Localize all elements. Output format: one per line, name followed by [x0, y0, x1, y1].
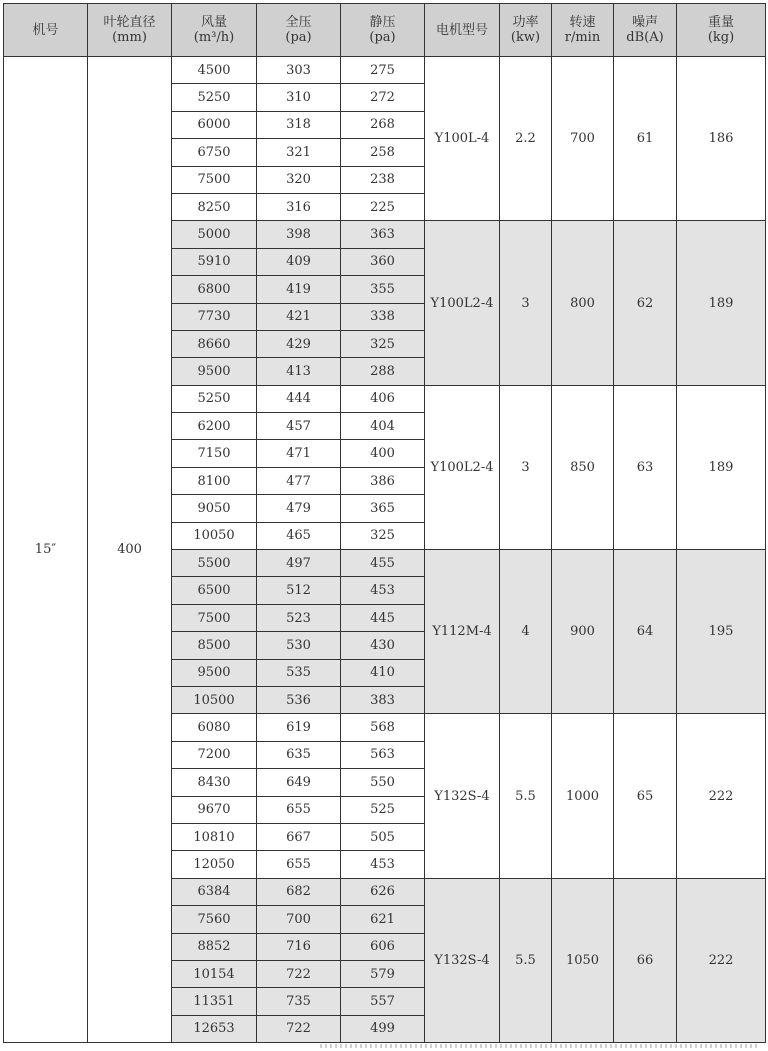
airflow-cell: 6080 [172, 714, 257, 741]
airflow-cell: 5500 [172, 550, 257, 577]
noise-cell: 66 [614, 878, 677, 1042]
total-pressure-cell: 419 [257, 276, 341, 303]
static-pressure-cell: 410 [341, 659, 425, 686]
airflow-cell: 7150 [172, 440, 257, 467]
total-pressure-cell: 716 [257, 933, 341, 960]
header-unit: (pa) [369, 30, 396, 45]
power-cell: 3 [500, 385, 552, 549]
header-power [500, 4, 552, 57]
weight-cell: 189 [677, 221, 766, 385]
total-pressure-cell: 700 [257, 906, 341, 933]
airflow-cell: 6200 [172, 413, 257, 440]
speed-cell: 1050 [552, 878, 614, 1042]
static-pressure-cell: 288 [341, 358, 425, 385]
header-machine-no [4, 4, 88, 57]
speed-cell: 700 [552, 57, 614, 221]
header-weight [677, 4, 766, 57]
total-pressure-cell: 635 [257, 741, 341, 768]
airflow-cell: 7730 [172, 303, 257, 330]
noise-cell: 63 [614, 385, 677, 549]
total-pressure-cell: 321 [257, 139, 341, 166]
speed-cell: 1000 [552, 714, 614, 878]
airflow-cell: 12653 [172, 1015, 257, 1042]
total-pressure-cell: 413 [257, 358, 341, 385]
motor-model-cell: Y112M-4 [425, 550, 500, 714]
airflow-cell: 8660 [172, 330, 257, 357]
static-pressure-cell: 386 [341, 467, 425, 494]
airflow-cell: 5910 [172, 248, 257, 275]
noise-cell: 64 [614, 550, 677, 714]
impeller-diameter-cell: 400 [88, 57, 172, 1043]
header-label: 全压 [285, 15, 312, 30]
static-pressure-cell: 272 [341, 84, 425, 111]
header-row [4, 4, 766, 57]
weight-cell: 189 [677, 385, 766, 549]
total-pressure-cell: 497 [257, 550, 341, 577]
airflow-cell: 7500 [172, 604, 257, 631]
static-pressure-cell: 360 [341, 248, 425, 275]
static-pressure-cell: 455 [341, 550, 425, 577]
header-unit: r/min [564, 30, 601, 45]
bottom-dotted-line [320, 1044, 760, 1048]
weight-cell: 186 [677, 57, 766, 221]
header-unit: (pa) [285, 30, 312, 45]
motor-model-cell: Y100L-4 [425, 57, 500, 221]
total-pressure-cell: 667 [257, 823, 341, 850]
total-pressure-cell: 722 [257, 960, 341, 987]
header-airflow [172, 4, 257, 57]
static-pressure-cell: 453 [341, 577, 425, 604]
fan-spec-table [3, 3, 766, 1043]
header-noise [614, 4, 677, 57]
machine-no-cell: 15″ [4, 57, 88, 1043]
header-speed [552, 4, 614, 57]
total-pressure-cell: 479 [257, 495, 341, 522]
static-pressure-cell: 621 [341, 906, 425, 933]
airflow-cell: 6384 [172, 878, 257, 905]
total-pressure-cell: 682 [257, 878, 341, 905]
total-pressure-cell: 477 [257, 467, 341, 494]
header-unit: (kg) [707, 30, 735, 45]
static-pressure-cell: 225 [341, 193, 425, 220]
power-cell: 4 [500, 550, 552, 714]
total-pressure-cell: 619 [257, 714, 341, 741]
noise-cell: 61 [614, 57, 677, 221]
airflow-cell: 8852 [172, 933, 257, 960]
static-pressure-cell: 404 [341, 413, 425, 440]
total-pressure-cell: 649 [257, 769, 341, 796]
static-pressure-cell: 365 [341, 495, 425, 522]
noise-cell: 65 [614, 714, 677, 878]
header-impeller-diameter [88, 4, 172, 57]
static-pressure-cell: 453 [341, 851, 425, 878]
speed-cell: 850 [552, 385, 614, 549]
total-pressure-cell: 303 [257, 57, 341, 84]
airflow-cell: 10050 [172, 522, 257, 549]
header-label: 静压 [369, 15, 396, 30]
static-pressure-cell: 363 [341, 221, 425, 248]
header-label: 叶轮直径 [103, 15, 156, 30]
static-pressure-cell: 579 [341, 960, 425, 987]
airflow-cell: 6500 [172, 577, 257, 604]
total-pressure-cell: 535 [257, 659, 341, 686]
static-pressure-cell: 355 [341, 276, 425, 303]
header-unit: dB(A) [626, 30, 664, 45]
header-label: 功率 [512, 15, 539, 30]
header-unit: (m³/h) [193, 30, 235, 45]
total-pressure-cell: 320 [257, 166, 341, 193]
header-label: 噪声 [631, 15, 658, 30]
static-pressure-cell: 258 [341, 139, 425, 166]
airflow-cell: 9500 [172, 659, 257, 686]
total-pressure-cell: 536 [257, 686, 341, 713]
power-cell: 3 [500, 221, 552, 385]
weight-cell: 195 [677, 550, 766, 714]
static-pressure-cell: 445 [341, 604, 425, 631]
static-pressure-cell: 568 [341, 714, 425, 741]
airflow-cell: 7500 [172, 166, 257, 193]
header-static-pressure [341, 4, 425, 57]
total-pressure-cell: 398 [257, 221, 341, 248]
static-pressure-cell: 505 [341, 823, 425, 850]
airflow-cell: 7560 [172, 906, 257, 933]
static-pressure-cell: 563 [341, 741, 425, 768]
total-pressure-cell: 457 [257, 413, 341, 440]
airflow-cell: 5250 [172, 385, 257, 412]
header-total-pressure [257, 4, 341, 57]
speed-cell: 800 [552, 221, 614, 385]
airflow-cell: 5000 [172, 221, 257, 248]
static-pressure-cell: 268 [341, 111, 425, 138]
header-label: 风量 [200, 15, 227, 30]
static-pressure-cell: 275 [341, 57, 425, 84]
speed-cell: 900 [552, 550, 614, 714]
total-pressure-cell: 409 [257, 248, 341, 275]
airflow-cell: 6000 [172, 111, 257, 138]
header-unit: (kw) [510, 30, 541, 45]
power-cell: 5.5 [500, 878, 552, 1042]
static-pressure-cell: 325 [341, 522, 425, 549]
motor-model-cell: Y132S-4 [425, 878, 500, 1042]
airflow-cell: 8500 [172, 632, 257, 659]
total-pressure-cell: 655 [257, 796, 341, 823]
header-label: 机号 [32, 22, 59, 38]
airflow-cell: 6800 [172, 276, 257, 303]
total-pressure-cell: 655 [257, 851, 341, 878]
airflow-cell: 12050 [172, 851, 257, 878]
airflow-cell: 9670 [172, 796, 257, 823]
airflow-cell: 10154 [172, 960, 257, 987]
airflow-cell: 8430 [172, 769, 257, 796]
weight-cell: 222 [677, 714, 766, 878]
static-pressure-cell: 430 [341, 632, 425, 659]
weight-cell: 222 [677, 878, 766, 1042]
static-pressure-cell: 400 [341, 440, 425, 467]
static-pressure-cell: 238 [341, 166, 425, 193]
airflow-cell: 10810 [172, 823, 257, 850]
airflow-cell: 6750 [172, 139, 257, 166]
airflow-cell: 8250 [172, 193, 257, 220]
header-unit: (mm) [112, 30, 147, 45]
static-pressure-cell: 626 [341, 878, 425, 905]
power-cell: 2.2 [500, 57, 552, 221]
noise-cell: 62 [614, 221, 677, 385]
airflow-cell: 10500 [172, 686, 257, 713]
total-pressure-cell: 421 [257, 303, 341, 330]
airflow-cell: 9050 [172, 495, 257, 522]
total-pressure-cell: 722 [257, 1015, 341, 1042]
total-pressure-cell: 530 [257, 632, 341, 659]
total-pressure-cell: 512 [257, 577, 341, 604]
airflow-cell: 9500 [172, 358, 257, 385]
airflow-cell: 11351 [172, 988, 257, 1015]
static-pressure-cell: 325 [341, 330, 425, 357]
airflow-cell: 8100 [172, 467, 257, 494]
total-pressure-cell: 523 [257, 604, 341, 631]
table-body [4, 57, 766, 1043]
total-pressure-cell: 316 [257, 193, 341, 220]
total-pressure-cell: 310 [257, 84, 341, 111]
static-pressure-cell: 338 [341, 303, 425, 330]
header-label: 重量 [707, 15, 734, 30]
static-pressure-cell: 550 [341, 769, 425, 796]
airflow-cell: 5250 [172, 84, 257, 111]
motor-model-cell: Y100L2-4 [425, 221, 500, 385]
table-row [4, 57, 766, 84]
power-cell: 5.5 [500, 714, 552, 878]
header-label: 电机型号 [435, 22, 488, 38]
total-pressure-cell: 735 [257, 988, 341, 1015]
motor-model-cell: Y100L2-4 [425, 385, 500, 549]
static-pressure-cell: 525 [341, 796, 425, 823]
header-label: 转速 [569, 15, 596, 30]
header-motor-model [425, 4, 500, 57]
total-pressure-cell: 465 [257, 522, 341, 549]
static-pressure-cell: 383 [341, 686, 425, 713]
total-pressure-cell: 429 [257, 330, 341, 357]
total-pressure-cell: 444 [257, 385, 341, 412]
static-pressure-cell: 406 [341, 385, 425, 412]
airflow-cell: 4500 [172, 57, 257, 84]
static-pressure-cell: 557 [341, 988, 425, 1015]
static-pressure-cell: 499 [341, 1015, 425, 1042]
motor-model-cell: Y132S-4 [425, 714, 500, 878]
total-pressure-cell: 318 [257, 111, 341, 138]
static-pressure-cell: 606 [341, 933, 425, 960]
total-pressure-cell: 471 [257, 440, 341, 467]
airflow-cell: 7200 [172, 741, 257, 768]
